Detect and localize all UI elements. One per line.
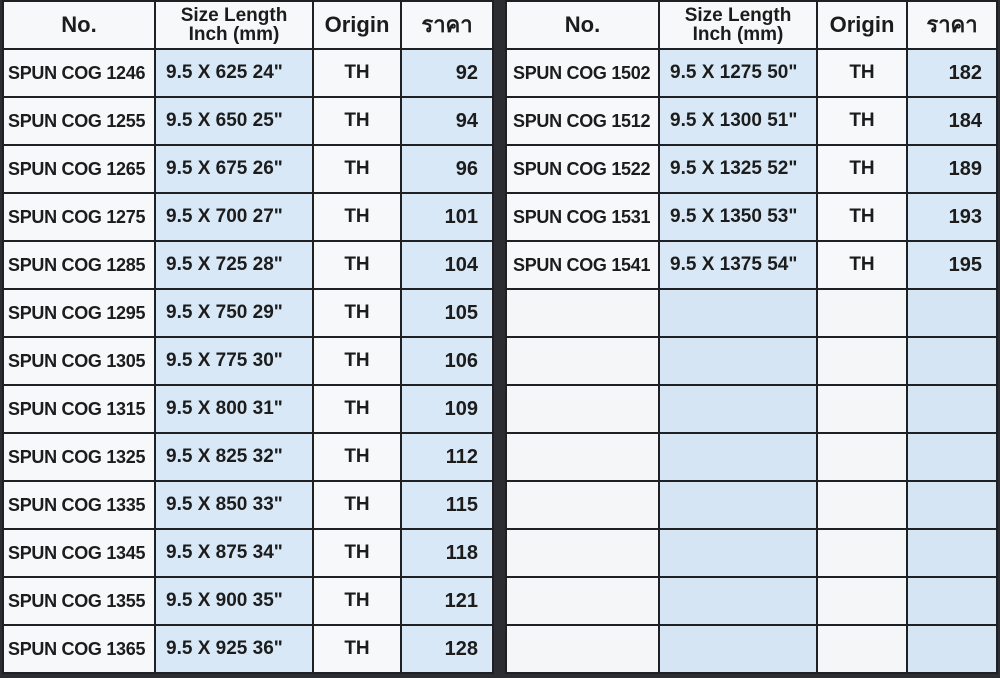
cell-origin: TH (817, 49, 907, 97)
cell-price: 104 (401, 241, 493, 289)
header-size (155, 1, 313, 49)
cell-size: 9.5 X 1300 51" (659, 97, 817, 145)
table-row-empty (506, 625, 997, 673)
cell-size: 9.5 X 900 35" (155, 577, 313, 625)
cell-price: 184 (907, 97, 997, 145)
cell-price (907, 433, 997, 481)
header-no: No. (506, 1, 659, 49)
cell-origin: TH (313, 49, 401, 97)
cell-price (907, 577, 997, 625)
cell-origin: TH (313, 625, 401, 673)
cell-price: 96 (401, 145, 493, 193)
cell-size: 9.5 X 750 29" (155, 289, 313, 337)
cell-size: 9.5 X 625 24" (155, 49, 313, 97)
cell-size (659, 385, 817, 433)
cell-origin (817, 529, 907, 577)
cell-price: 195 (907, 241, 997, 289)
cell-no (506, 385, 659, 433)
cell-no (506, 481, 659, 529)
cell-price: 101 (401, 193, 493, 241)
cell-size (659, 481, 817, 529)
cell-no: SPUN COG 1345 (3, 529, 155, 577)
cell-size: 9.5 X 675 26" (155, 145, 313, 193)
header-size-line2: Inch (mm) (692, 24, 784, 45)
table-row (3, 385, 493, 433)
price-table-right (505, 0, 998, 674)
cell-no: SPUN COG 1541 (506, 241, 659, 289)
cell-size (659, 289, 817, 337)
header-size (659, 1, 817, 49)
cell-origin (817, 625, 907, 673)
cell-price: 121 (401, 577, 493, 625)
cell-price: 118 (401, 529, 493, 577)
table-row (3, 97, 493, 145)
cell-size: 9.5 X 875 34" (155, 529, 313, 577)
header-no: No. (3, 1, 155, 49)
cell-origin (817, 289, 907, 337)
cell-price (907, 625, 997, 673)
cell-origin: TH (313, 433, 401, 481)
cell-origin: TH (313, 193, 401, 241)
table-row (3, 337, 493, 385)
cell-size: 9.5 X 1375 54" (659, 241, 817, 289)
table-row (3, 289, 493, 337)
table-row (3, 193, 493, 241)
table-row-empty (506, 529, 997, 577)
cell-price (907, 385, 997, 433)
cell-no: SPUN COG 1246 (3, 49, 155, 97)
cell-no: SPUN COG 1305 (3, 337, 155, 385)
cell-origin: TH (313, 241, 401, 289)
table-row (506, 97, 997, 145)
cell-origin: TH (817, 241, 907, 289)
cell-origin (817, 385, 907, 433)
cell-origin (817, 481, 907, 529)
cell-no: SPUN COG 1522 (506, 145, 659, 193)
cell-size (659, 433, 817, 481)
cell-no: SPUN COG 1531 (506, 193, 659, 241)
cell-no: SPUN COG 1502 (506, 49, 659, 97)
cell-size: 9.5 X 700 27" (155, 193, 313, 241)
cell-origin: TH (313, 385, 401, 433)
cell-size: 9.5 X 1350 53" (659, 193, 817, 241)
cell-no: SPUN COG 1365 (3, 625, 155, 673)
cell-no: SPUN COG 1355 (3, 577, 155, 625)
cell-no: SPUN COG 1265 (3, 145, 155, 193)
table-row (3, 481, 493, 529)
table-row (506, 241, 997, 289)
table-row (3, 529, 493, 577)
cell-size: 9.5 X 925 36" (155, 625, 313, 673)
cell-no (506, 337, 659, 385)
table-row-empty (506, 337, 997, 385)
cell-no (506, 289, 659, 337)
cell-no: SPUN COG 1315 (3, 385, 155, 433)
table-row-empty (506, 481, 997, 529)
cell-origin: TH (817, 193, 907, 241)
price-table-left (2, 0, 494, 674)
table-row (506, 49, 997, 97)
header-origin: Origin (313, 1, 401, 49)
header-size-line1: Size Length (180, 5, 288, 26)
cell-price: 109 (401, 385, 493, 433)
table-row-empty (506, 385, 997, 433)
cell-origin (817, 577, 907, 625)
cell-size (659, 625, 817, 673)
cell-size: 9.5 X 725 28" (155, 241, 313, 289)
cell-price: 128 (401, 625, 493, 673)
cell-no (506, 625, 659, 673)
table-row (506, 145, 997, 193)
cell-price (907, 289, 997, 337)
cell-origin: TH (313, 289, 401, 337)
cell-price: 189 (907, 145, 997, 193)
cell-price: 106 (401, 337, 493, 385)
cell-no (506, 577, 659, 625)
header-size-line1: Size Length (684, 5, 792, 26)
cell-price: 92 (401, 49, 493, 97)
cell-price: 182 (907, 49, 997, 97)
cell-origin: TH (313, 97, 401, 145)
cell-origin (817, 337, 907, 385)
cell-no: SPUN COG 1325 (3, 433, 155, 481)
table-row-empty (506, 289, 997, 337)
cell-origin (817, 433, 907, 481)
header-price: ราคา (907, 1, 997, 49)
header-price: ราคา (401, 1, 493, 49)
header-row (506, 1, 997, 49)
cell-price (907, 529, 997, 577)
table-row (3, 433, 493, 481)
cell-size: 9.5 X 650 25" (155, 97, 313, 145)
cell-no: SPUN COG 1255 (3, 97, 155, 145)
cell-price: 193 (907, 193, 997, 241)
cell-size: 9.5 X 1325 52" (659, 145, 817, 193)
cell-size: 9.5 X 1275 50" (659, 49, 817, 97)
cell-size (659, 529, 817, 577)
cell-size: 9.5 X 800 31" (155, 385, 313, 433)
cell-no (506, 433, 659, 481)
table-row (3, 577, 493, 625)
cell-origin: TH (313, 145, 401, 193)
cell-no: SPUN COG 1295 (3, 289, 155, 337)
table-row (506, 193, 997, 241)
cell-size: 9.5 X 825 32" (155, 433, 313, 481)
cell-size (659, 337, 817, 385)
cell-price: 94 (401, 97, 493, 145)
table-row (3, 241, 493, 289)
cell-size: 9.5 X 850 33" (155, 481, 313, 529)
cell-price: 112 (401, 433, 493, 481)
header-row (3, 1, 493, 49)
cell-no: SPUN COG 1285 (3, 241, 155, 289)
table-row-empty (506, 433, 997, 481)
cell-size: 9.5 X 775 30" (155, 337, 313, 385)
cell-price: 115 (401, 481, 493, 529)
header-size-line2: Inch (mm) (188, 24, 280, 45)
header-origin: Origin (817, 1, 907, 49)
cell-origin: TH (817, 145, 907, 193)
table-row (3, 625, 493, 673)
cell-no (506, 529, 659, 577)
cell-no: SPUN COG 1512 (506, 97, 659, 145)
cell-price (907, 481, 997, 529)
cell-no: SPUN COG 1275 (3, 193, 155, 241)
cell-price (907, 337, 997, 385)
cell-size (659, 577, 817, 625)
cell-origin: TH (313, 337, 401, 385)
cell-no: SPUN COG 1335 (3, 481, 155, 529)
cell-origin: TH (313, 577, 401, 625)
table-row (3, 49, 493, 97)
table-row-empty (506, 577, 997, 625)
cell-price: 105 (401, 289, 493, 337)
cell-origin: TH (817, 97, 907, 145)
cell-origin: TH (313, 481, 401, 529)
table-row (3, 145, 493, 193)
cell-origin: TH (313, 529, 401, 577)
